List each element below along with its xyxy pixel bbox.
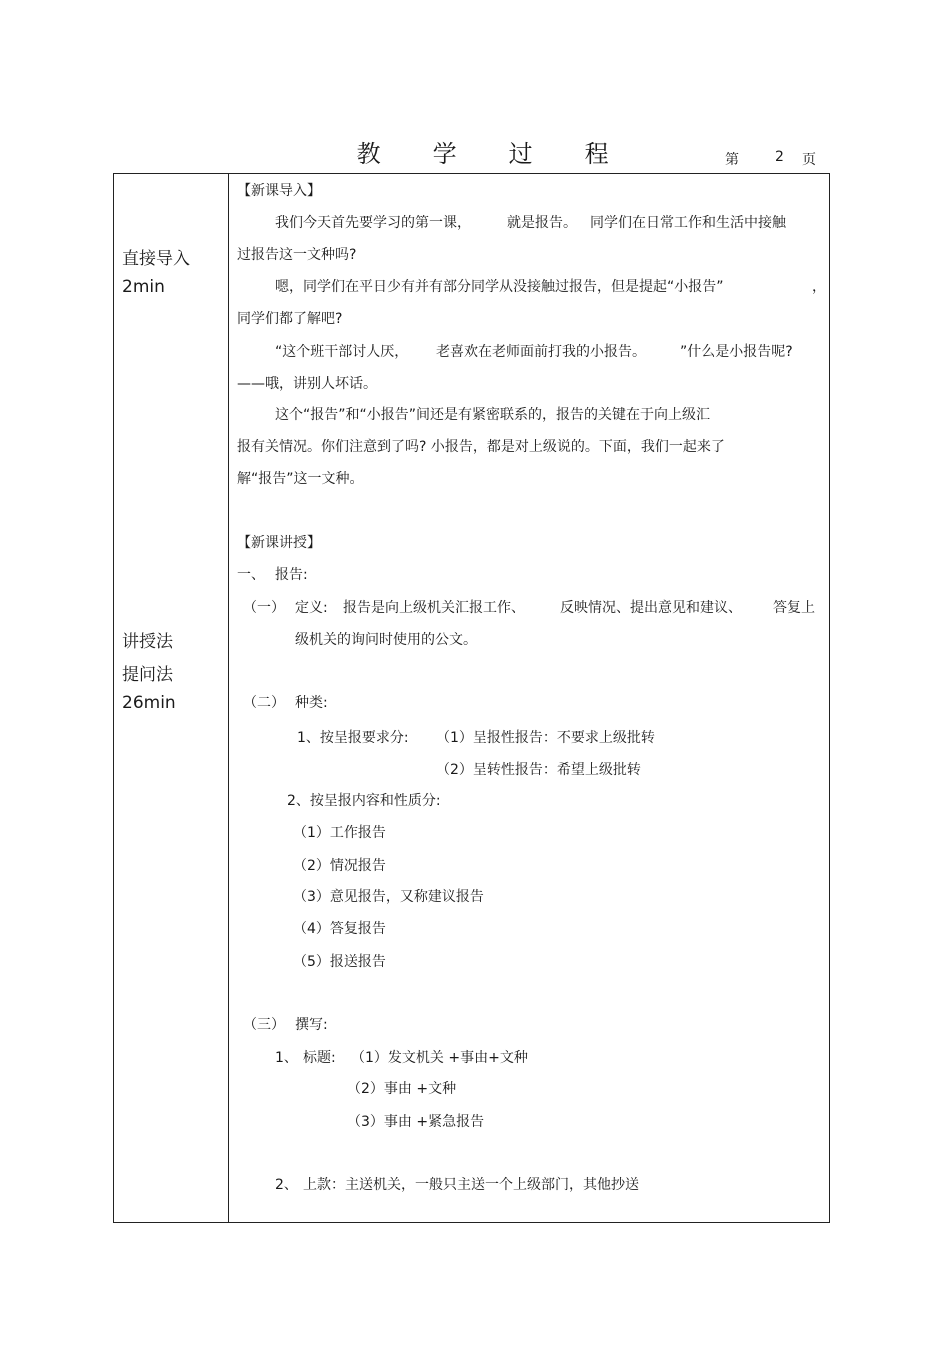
title-format-c: （3）事由 +紧急报告 xyxy=(347,1114,485,1130)
type-report-b: （2）呈转性报告：希望上级批转 xyxy=(436,762,641,778)
intro-p1-c: 同学们在日常工作和生活中接触 xyxy=(590,215,786,231)
subsection1-number: （一） xyxy=(243,600,285,616)
column-divider xyxy=(228,173,229,1223)
title-char: 教 xyxy=(356,140,381,168)
title-char: 过 xyxy=(508,140,533,168)
intro-p2-a: 嗯，同学们在平日少有并有部分同学从没接触过报告，但是提起“小报告” xyxy=(275,279,724,295)
page-prefix: 第 xyxy=(725,152,739,168)
subsection3-label: 撰写: xyxy=(295,1017,328,1033)
intro-p1-a: 我们今天首先要学习的第一课， xyxy=(275,215,471,231)
list-item: （2）情况报告 xyxy=(293,858,386,874)
page-number: 2 xyxy=(775,149,784,165)
type-by-requirement: 1、按呈报要求分: xyxy=(297,730,409,746)
intro-p3-b: 老喜欢在老师面前打我的小报告。 xyxy=(436,344,646,360)
title-char: 程 xyxy=(584,140,609,168)
teach-method-1: 讲授法 xyxy=(122,632,173,652)
definition-c: 答复上 xyxy=(773,600,815,616)
intro-method: 直接导入 xyxy=(122,249,190,269)
intro-time: 2min xyxy=(122,277,165,297)
intro-p1-b: 就是报告。 xyxy=(507,215,577,231)
title-format-a: （1）发文机关 +事由+文种 xyxy=(351,1050,528,1066)
list-item: （4）答复报告 xyxy=(293,921,386,937)
teach-method-2: 提问法 xyxy=(122,665,173,685)
title-format-b: （2）事由 +文种 xyxy=(347,1081,457,1097)
writing-item1-number: 1、 xyxy=(275,1050,298,1066)
subsection1-label: 定义: xyxy=(295,600,328,616)
title-char: 学 xyxy=(432,140,457,168)
writing-item2-text: 上款：主送机关，一般只主送一个上级部门，其他抄送 xyxy=(303,1177,639,1193)
page-suffix: 页 xyxy=(802,152,816,168)
teach-time: 26min xyxy=(122,693,176,713)
list-item: （3）意见报告，又称建议报告 xyxy=(293,889,484,905)
type-report-a: （1）呈报性报告：不要求上级批转 xyxy=(436,730,655,746)
writing-item2-number: 2、 xyxy=(275,1177,298,1193)
intro-p2-b: 同学们都了解吧? xyxy=(237,311,343,327)
intro-p4-a: 这个“报告”和“小报告”间还是有紧密联系的，报告的关键在于向上级汇 xyxy=(275,407,711,423)
definition-d: 级机关的询问时使用的公文。 xyxy=(295,632,477,648)
list-item: （5）报送报告 xyxy=(293,954,386,970)
type-by-content: 2、按呈报内容和性质分: xyxy=(287,793,441,809)
definition-b: 反映情况、提出意见和建议、 xyxy=(560,600,742,616)
subsection2-label: 种类: xyxy=(295,695,328,711)
intro-p3-a: “这个班干部讨人厌， xyxy=(275,344,409,360)
subsection2-number: （二） xyxy=(243,695,285,711)
intro-p3-d: ——哦，讲别人坏话。 xyxy=(237,376,377,392)
section1-label: 报告: xyxy=(275,567,308,583)
subsection3-number: （三） xyxy=(243,1017,285,1033)
definition-a: 报告是向上级机关汇报工作、 xyxy=(343,600,525,616)
section1-number: 一、 xyxy=(237,567,265,583)
writing-item1-label: 标题: xyxy=(303,1050,336,1066)
intro-heading: 【新课导入】 xyxy=(237,183,321,199)
teach-heading: 【新课讲授】 xyxy=(237,535,321,551)
intro-p4-b: 报有关情况。你们注意到了吗? 小报告，都是对上级说的。下面，我们一起来了 xyxy=(237,439,725,455)
intro-p4-c: 解“报告”这一文种。 xyxy=(237,471,364,487)
intro-p3-c: ”什么是小报告呢? xyxy=(680,344,793,360)
list-item: （1）工作报告 xyxy=(293,825,386,841)
intro-p1-d: 过报告这一文种吗? xyxy=(237,247,357,263)
intro-p2-comma: ， xyxy=(812,279,826,295)
